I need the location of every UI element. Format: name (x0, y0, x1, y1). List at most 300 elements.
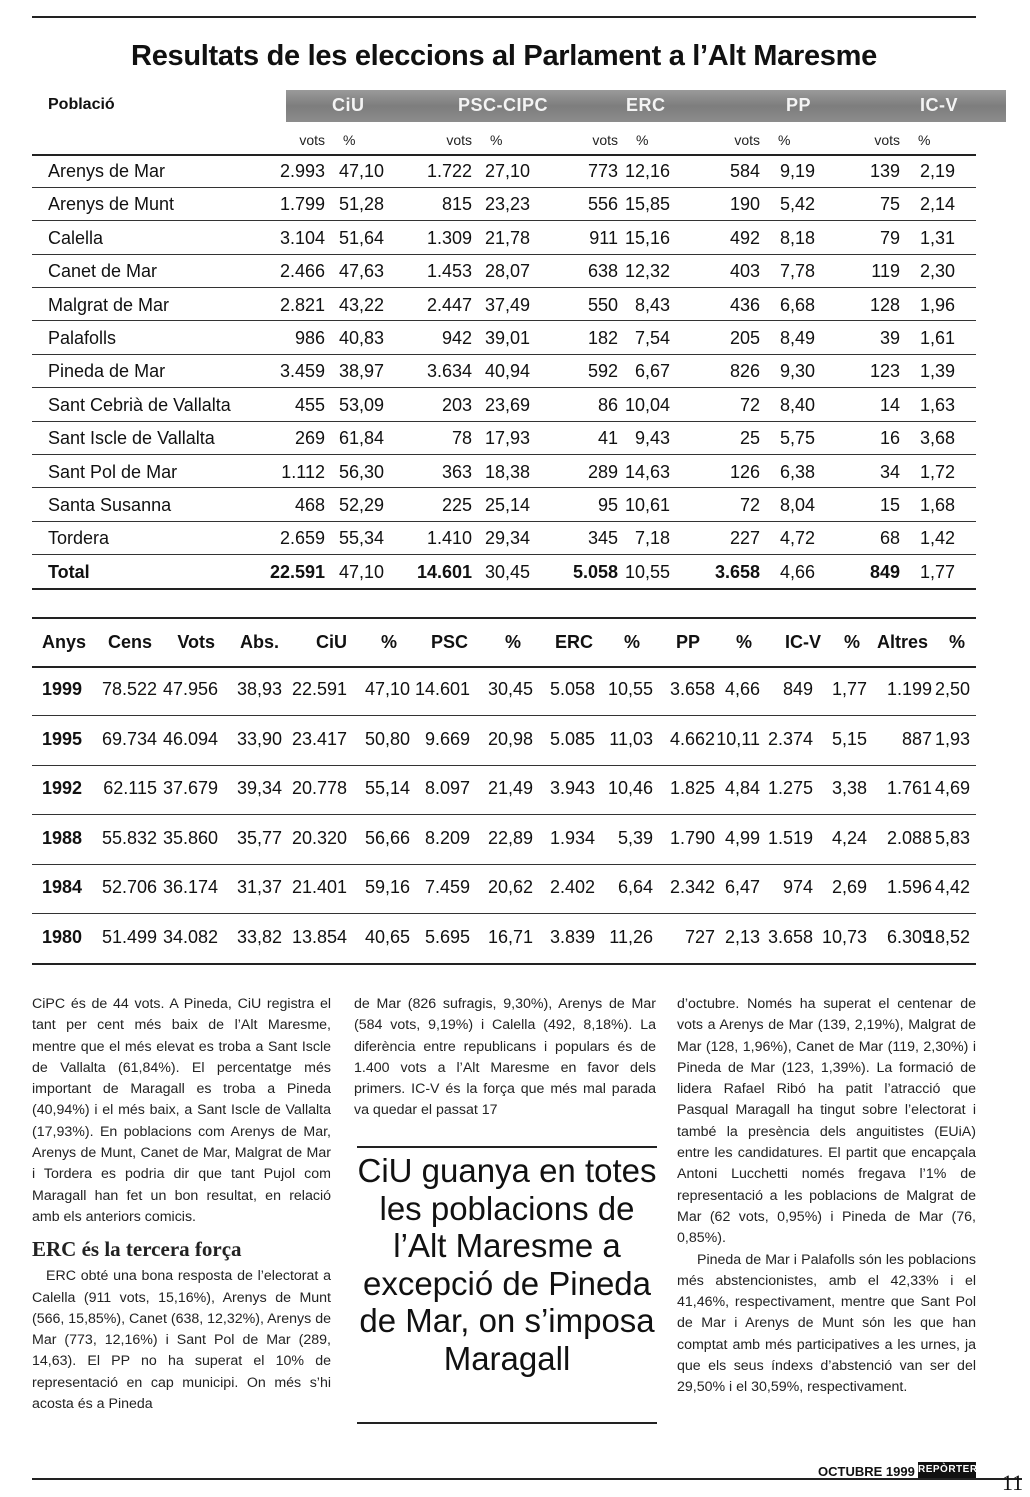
votes-cell: 3.459 (279, 361, 325, 382)
percent-cell: 53,09 (338, 394, 384, 415)
table2-value-cell: 62.115 (103, 778, 157, 798)
votes-cell: 225 (441, 495, 472, 515)
votes-cell: 584 (729, 161, 760, 181)
votes-cell: 2.993 (279, 161, 325, 181)
percent-cell: 15,16 (624, 227, 670, 248)
percent-cell: 2,14 (919, 194, 955, 215)
table2-value-cell: 16,71 (487, 926, 533, 947)
table1-row (32, 456, 976, 489)
votes-cell: 942 (441, 328, 472, 348)
votes-cell: 289 (587, 461, 618, 482)
subheader-pct: % (918, 132, 931, 148)
table2-header-cell: Altres (876, 632, 928, 652)
table2-value-cell: 34.082 (162, 926, 218, 947)
votes-cell: 363 (441, 461, 472, 482)
votes-cell: 403 (729, 261, 760, 282)
subheader-vots: vots (592, 132, 618, 148)
votes-cell: 39 (879, 328, 900, 348)
party-pp: PP (786, 95, 812, 115)
percent-cell: 28,07 (484, 261, 530, 282)
percent-cell: 10,61 (624, 495, 670, 515)
table2-value-cell: 3,38 (831, 778, 867, 798)
votes-cell: 436 (729, 294, 760, 315)
table1-total-row (32, 556, 976, 588)
votes-cell: 492 (729, 227, 760, 248)
percent-cell: 2,19 (919, 161, 955, 181)
table2-value-cell: 6,47 (724, 877, 760, 897)
table1-row (32, 155, 976, 188)
table1-row (32, 355, 976, 388)
percent-cell: 47,10 (338, 161, 384, 181)
percent-cell: 56,30 (338, 461, 384, 482)
col2-paragraph-1: de Mar (826 sufragis, 9,30%), Arenys de Mar (584 vots, 9,19%) i Calella (492, 8,18%). La diferència entre republicans i populars és de 1.400 vots a l’Alt Maresme en favor dels primers. IC-V és la força que més mal parada va quedar el passat 17 (354, 996, 656, 1119)
percent-cell: 55,34 (338, 528, 384, 549)
table2-value-cell: 46.094 (162, 728, 218, 749)
percent-cell: 7,54 (634, 328, 670, 348)
table2-row (32, 865, 976, 914)
table2-header-cell: % (948, 632, 965, 652)
percent-cell: 61,84 (338, 428, 384, 449)
votes-cell: 550 (587, 294, 618, 315)
table2-value-cell: 22.591 (291, 679, 347, 699)
votes-cell: 269 (294, 428, 325, 449)
votes-cell: 79 (879, 227, 900, 248)
votes-cell: 16 (879, 428, 900, 449)
table2-top-rule (32, 617, 976, 619)
votes-cell: 468 (294, 495, 325, 515)
votes-cell: 119 (871, 261, 900, 282)
table2-value-cell: 727 (684, 926, 715, 947)
page-title: Resultats de les eleccions al Parlament a l’Alt Maresme (131, 40, 877, 72)
table2-value-cell: 1.761 (886, 778, 932, 798)
table2-value-cell: 20.320 (291, 827, 347, 848)
party-psc: PSC-CIPC (458, 95, 549, 115)
table2-row (32, 667, 976, 716)
percent-cell: 8,18 (779, 227, 815, 248)
votes-cell: 2.821 (279, 294, 325, 315)
percent-cell: 40,94 (484, 361, 530, 382)
table2-value-cell: 1.199 (886, 679, 932, 699)
table2-value-cell: 47.956 (162, 679, 218, 699)
table2-value-cell: 4,69 (934, 778, 970, 798)
percent-cell: 1,42 (919, 528, 955, 549)
votes-cell: 86 (597, 394, 618, 415)
percent-cell: 43,22 (338, 294, 384, 315)
votes-cell: 25 (739, 428, 760, 449)
table1-row (32, 389, 976, 422)
table2-value-cell: 1,93 (934, 728, 970, 749)
year-cell: 1995 (42, 728, 83, 749)
votes-cell: 14.601 (416, 561, 472, 582)
percent-cell: 4,72 (779, 528, 815, 549)
table2-value-cell: 2,50 (934, 679, 970, 699)
table2-value-cell: 11,26 (609, 926, 653, 947)
table2-value-cell: 20.778 (291, 778, 347, 798)
article-column-2 (354, 994, 656, 1122)
table2-value-cell: 37.679 (162, 778, 218, 798)
year-cell: 1980 (42, 926, 83, 947)
subheader-vots: vots (446, 132, 472, 148)
percent-cell: 8,49 (779, 328, 815, 348)
percent-cell: 1,63 (919, 394, 955, 415)
table2-value-cell: 4.662 (669, 728, 715, 749)
party-header-bar (286, 90, 1006, 122)
subheader-vots: vots (299, 132, 325, 148)
table2-value-cell: 974 (782, 877, 813, 897)
table2-value-cell: 1.275 (767, 778, 813, 798)
article-column-1 (32, 994, 331, 1415)
table2-value-cell: 2,69 (831, 877, 867, 897)
percent-cell: 3,68 (919, 428, 955, 449)
table2-value-cell: 69.734 (101, 728, 157, 749)
table2-value-cell: 35.860 (162, 827, 218, 848)
votes-cell: 205 (729, 328, 760, 348)
votes-cell: 22.591 (269, 561, 325, 582)
table2-header-cell: % (380, 632, 397, 652)
percent-cell: 1,96 (919, 294, 955, 315)
subheader-vots: vots (874, 132, 900, 148)
table2-value-cell: 20,98 (487, 728, 533, 749)
year-cell: 1988 (42, 827, 83, 848)
votes-cell: 849 (869, 561, 900, 582)
table2-value-cell: 4,66 (724, 679, 760, 699)
table2-value-cell: 1.519 (767, 827, 813, 848)
percent-cell: 5,75 (779, 428, 815, 449)
percent-cell: 7,78 (779, 261, 815, 282)
table2-value-cell: 13.854 (291, 926, 347, 947)
table1-row (32, 522, 976, 555)
votes-cell: 190 (729, 194, 760, 215)
table2-value-cell: 5.085 (549, 728, 595, 749)
table1-row (32, 422, 976, 455)
table2-value-cell: 2.374 (767, 728, 813, 749)
votes-cell: 182 (587, 328, 618, 348)
votes-cell: 34 (879, 461, 900, 482)
page-number: 11 (1002, 1470, 1024, 1495)
percent-cell: 27,10 (484, 161, 530, 181)
percent-cell: 1,31 (919, 227, 955, 248)
table2-value-cell: 5,83 (934, 827, 970, 848)
percent-cell: 23,69 (484, 394, 530, 415)
municipality-name: Sant Iscle de Vallalta (48, 428, 215, 449)
percent-cell: 8,43 (634, 294, 670, 315)
percent-cell: 47,63 (338, 261, 384, 282)
percent-cell: 1,77 (919, 561, 955, 582)
table2-row (32, 915, 976, 965)
year-cell: 1992 (42, 778, 83, 798)
subheader-vots: vots (734, 132, 760, 148)
top-rule (32, 16, 976, 18)
votes-cell: 1.799 (279, 194, 325, 215)
percent-cell: 21,78 (484, 227, 530, 248)
table2-value-cell: 59,16 (364, 877, 410, 897)
percent-cell: 7,18 (634, 528, 670, 549)
table2-value-cell: 78.522 (101, 679, 157, 699)
votes-cell: 227 (729, 528, 760, 549)
table2-value-cell: 2,13 (724, 926, 760, 947)
table2-value-cell: 36.174 (162, 877, 218, 897)
percent-cell: 5,42 (779, 194, 815, 215)
votes-cell: 78 (451, 428, 472, 449)
table2-header-cell: Anys (42, 632, 87, 652)
votes-cell: 345 (587, 528, 618, 549)
municipality-name: Canet de Mar (48, 261, 158, 282)
percent-cell: 12,32 (624, 261, 670, 282)
table2-header-cell: % (735, 632, 752, 652)
table1-row (32, 322, 976, 355)
percent-cell: 9,30 (779, 361, 815, 382)
votes-cell: 14 (879, 394, 900, 415)
table2-header-cell: % (504, 632, 521, 652)
votes-cell: 1.309 (426, 227, 472, 248)
votes-cell: 1.410 (426, 528, 472, 549)
percent-cell: 2,30 (919, 261, 955, 282)
section-subhead: ERC és la tercera força (32, 1237, 242, 1262)
table2-header-cell: CiU (316, 632, 347, 652)
percent-cell: 8,40 (779, 394, 815, 415)
votes-cell: 1.453 (426, 261, 472, 282)
table1-row (32, 188, 976, 221)
votes-cell: 3.658 (714, 561, 760, 582)
votes-cell: 986 (294, 328, 325, 348)
percent-cell: 40,83 (338, 328, 384, 348)
table2-value-cell: 11,03 (609, 728, 653, 749)
votes-cell: 455 (294, 394, 325, 415)
footer-date: OCTUBRE 1999 (818, 1464, 915, 1479)
party-erc: ERC (626, 95, 666, 115)
subheader-pct: % (490, 132, 503, 148)
percent-cell: 6,67 (634, 361, 670, 382)
table2-value-cell: 21,49 (487, 778, 533, 798)
votes-cell: 95 (597, 495, 618, 515)
table2-value-cell: 55.832 (101, 827, 157, 848)
percent-cell: 10,04 (624, 394, 670, 415)
table2-value-cell: 5.695 (424, 926, 470, 947)
table2-value-cell: 52.706 (101, 877, 157, 897)
table2-value-cell: 4,42 (934, 877, 970, 897)
percent-cell: 17,93 (484, 428, 530, 449)
table2-value-cell: 10,55 (607, 679, 653, 699)
votes-cell: 773 (587, 161, 618, 181)
table1-row (32, 222, 976, 255)
votes-cell: 68 (879, 528, 900, 549)
percent-cell: 25,14 (484, 495, 530, 515)
table2-value-cell: 3.658 (669, 679, 715, 699)
col1-paragraph-2: ERC obté una bona resposta de l’electorat a Calella (911 vots, 15,16%), Arenys de Munt (566, 15,85%), Canet (638, 12,32%), Arenys de Mar (773, 12,16%) i Sant Pol de Mar (289, 14,63). El PP no ha superat el 10% de representació en cap municipi. On més s’hi acosta és a Pineda (32, 1268, 331, 1413)
table2-value-cell: 9.669 (424, 728, 470, 749)
table2-value-cell: 33,82 (236, 926, 282, 947)
votes-cell: 638 (587, 261, 618, 282)
votes-cell: 128 (869, 294, 900, 315)
table2-header-cell: % (843, 632, 860, 652)
votes-cell: 826 (729, 361, 760, 382)
party-ciu: CiU (332, 95, 365, 115)
pullquote-bottom-rule (357, 1422, 657, 1424)
year-cell: 1999 (42, 679, 83, 699)
party-icv: IC-V (920, 95, 958, 115)
percent-cell: 12,16 (624, 161, 670, 181)
percent-cell: 38,97 (338, 361, 384, 382)
percent-cell: 10,55 (624, 561, 670, 582)
percent-cell: 23,23 (484, 194, 530, 215)
table2-row (32, 766, 976, 815)
percent-cell: 37,49 (484, 294, 530, 315)
table2-value-cell: 887 (901, 728, 932, 749)
table2-value-cell: 2.342 (669, 877, 715, 897)
table2-value-cell: 22,89 (487, 827, 533, 848)
municipality-name: Tordera (48, 528, 110, 549)
table2-value-cell: 31,37 (236, 877, 282, 897)
table2-value-cell: 5.058 (549, 679, 595, 699)
table2-value-cell: 30,45 (487, 679, 533, 699)
votes-cell: 3.104 (279, 227, 325, 248)
table1-row (32, 255, 976, 288)
table2-header-cell: Cens (107, 632, 152, 652)
table2-value-cell: 51.499 (101, 926, 157, 947)
table2-value-cell: 47,10 (364, 679, 410, 699)
table2-value-cell: 10,46 (607, 778, 653, 798)
table2-row (32, 816, 976, 865)
table2-value-cell: 7.459 (424, 877, 470, 897)
votes-cell: 2.466 (279, 261, 325, 282)
col3-paragraph-1: d’octubre. Només ha superat el centenar de vots a Arenys de Mar (139, 2,19%), Malgrat de Mar (128, 1,96%), Canet de Mar (119, 2,30%) i Pineda de Mar (123, 1,39%). La formació de lidera Rafael Ribó ha patit l’atracció que Pasqual Maragall ha tingut sobre l’electorat i també la presència dels anguitistes (EUiA) entre les candidatures. El partit que encapçala Antoni Lucchetti només fregava l’1% de representació a les poblacions de Malgrat de Mar (62 vots, 0,95%) i Pineda de Mar (76, 0,85%). (677, 996, 976, 1247)
municipality-name: Total (48, 561, 90, 582)
votes-cell: 139 (869, 161, 900, 181)
table2-value-cell: 8.209 (424, 827, 470, 848)
percent-cell: 14,63 (624, 461, 670, 482)
percent-cell: 9,43 (634, 428, 670, 449)
table2-value-cell: 56,66 (364, 827, 410, 848)
table2-value-cell: 5,15 (831, 728, 867, 749)
percent-cell: 6,68 (779, 294, 815, 315)
table2-value-cell: 6,64 (617, 877, 653, 897)
percent-cell: 51,64 (338, 227, 384, 248)
votes-cell: 15 (879, 495, 900, 515)
table2-value-cell: 2.088 (886, 827, 932, 848)
votes-cell: 2.447 (426, 294, 472, 315)
table2-header-cell: % (623, 632, 640, 652)
table2-value-cell: 10,73 (821, 926, 867, 947)
table2-value-cell: 1,77 (831, 679, 867, 699)
percent-cell: 8,04 (779, 495, 815, 515)
municipality-name: Santa Susanna (48, 495, 172, 515)
table2-value-cell: 10,11 (716, 728, 760, 749)
table1-row (32, 289, 976, 322)
votes-cell: 41 (597, 428, 618, 449)
table2-header-cell: Vots (177, 632, 215, 652)
votes-cell: 5.058 (572, 561, 618, 582)
percent-cell: 39,01 (484, 328, 530, 348)
table2-value-cell: 5,39 (617, 827, 653, 848)
article-column-3 (677, 994, 976, 1399)
poblacio-label: Població (48, 96, 115, 113)
pullquote-top-rule (357, 1146, 657, 1148)
percent-cell: 1,61 (919, 328, 955, 348)
percent-cell: 9,19 (779, 161, 815, 181)
table2-value-cell: 50,80 (364, 728, 410, 749)
percent-cell: 52,29 (338, 495, 384, 515)
table2-value-cell: 21.401 (291, 877, 347, 897)
table2-value-cell: 4,24 (831, 827, 867, 848)
percent-cell: 29,34 (484, 528, 530, 549)
municipality-name: Pineda de Mar (48, 361, 166, 382)
table2-value-cell: 4,84 (724, 778, 760, 798)
table2-value-cell: 1.596 (886, 877, 932, 897)
table2-value-cell: 3.839 (549, 926, 595, 947)
municipality-name: Palafolls (48, 328, 117, 348)
table1-header (32, 90, 976, 122)
votes-cell: 123 (869, 361, 900, 382)
percent-cell: 51,28 (338, 194, 384, 215)
percent-cell: 18,38 (484, 461, 530, 482)
percent-cell: 15,85 (624, 194, 670, 215)
table2-value-cell: 33,90 (236, 728, 282, 749)
table2-value-cell: 3.658 (767, 926, 813, 947)
table1-bottom-rule (32, 588, 976, 590)
table2-value-cell: 55,14 (364, 778, 410, 798)
percent-cell: 1,72 (919, 461, 955, 482)
municipality-name: Calella (48, 227, 104, 248)
percent-cell: 1,68 (919, 495, 955, 515)
votes-cell: 203 (441, 394, 472, 415)
year-cell: 1984 (42, 877, 83, 897)
votes-cell: 1.112 (281, 461, 325, 482)
table2-value-cell: 4,99 (724, 827, 760, 848)
percent-cell: 4,66 (779, 561, 815, 582)
table2-value-cell: 39,34 (236, 778, 282, 798)
table2-value-cell: 23.417 (291, 728, 347, 749)
municipality-name: Arenys de Mar (48, 161, 166, 181)
votes-cell: 2.659 (279, 528, 325, 549)
percent-cell: 6,38 (779, 461, 815, 482)
subheader-pct: % (636, 132, 649, 148)
votes-cell: 911 (589, 227, 618, 248)
table2-value-cell: 35,77 (236, 827, 282, 848)
votes-cell: 126 (729, 461, 760, 482)
percent-cell: 1,39 (919, 361, 955, 382)
municipality-name: Sant Pol de Mar (48, 461, 178, 482)
votes-cell: 3.634 (426, 361, 472, 382)
subheader-pct: % (343, 132, 356, 148)
pull-quote: CiU guanya en totes les poblacions de l’Alt Maresme a excepció de Pineda de Mar, on s’imposa Maragall (357, 1152, 657, 1377)
table2-value-cell: 6.309 (886, 926, 932, 947)
municipality-name: Arenys de Munt (48, 194, 175, 215)
magazine-logo: REPÒRTER (918, 1462, 976, 1478)
subheader-pct: % (778, 132, 791, 148)
table2-value-cell: 8.097 (424, 778, 470, 798)
table2-value-cell: 1.790 (669, 827, 715, 848)
municipality-name: Sant Cebrià de Vallalta (48, 394, 231, 415)
table2-value-cell: 38,93 (236, 679, 282, 699)
table2-header-cell: IC-V (785, 632, 821, 652)
table2-value-cell: 849 (782, 679, 813, 699)
municipality-name: Malgrat de Mar (48, 294, 170, 315)
votes-cell: 1.722 (426, 161, 472, 181)
table2-value-cell: 1.934 (549, 827, 595, 848)
table2-header-cell: Abs. (239, 632, 279, 652)
table1-row (32, 489, 976, 522)
table2-value-cell: 14.601 (414, 679, 470, 699)
votes-cell: 815 (441, 194, 472, 215)
col1-paragraph-1: CiPC és de 44 vots. A Pineda, CiU registra el tant per cent més baix de l’Alt Maresme, mentre que el més elevat es troba a Sant Iscle de Vallalta (61,84%). El percentatge més important de Maragall es troba a Pineda (40,94%) i el més baix, a Sant Iscle de Vallalta (17,93%). En poblacions com Arenys de Mar, Arenys de Munt, Canet de Mar, Malgrat de Mar i Tordera es podria dir que tant Pujol com Maragall han fet un bon resultat, en relació amb els anteriors comicis. (32, 996, 331, 1225)
votes-cell: 72 (739, 495, 760, 515)
table2-header-cell: ERC (554, 632, 593, 652)
percent-cell: 47,10 (338, 561, 384, 582)
table2-value-cell: 1.825 (669, 778, 715, 798)
col3-paragraph-2: Pineda de Mar i Palafolls són les poblacions més abstencionistes, amb el 42,33% i el 41,46%, respectivament, mentre que Sant Pol de Mar i Arenys de Munt són les que han comptat amb més participatives a les urnes, ja que els seus índexs d’abstenció van ser del 29,50% i el 30,59%, respectivament. (677, 1251, 976, 1396)
table2-value-cell: 3.943 (549, 778, 595, 798)
table2-row (32, 717, 976, 766)
